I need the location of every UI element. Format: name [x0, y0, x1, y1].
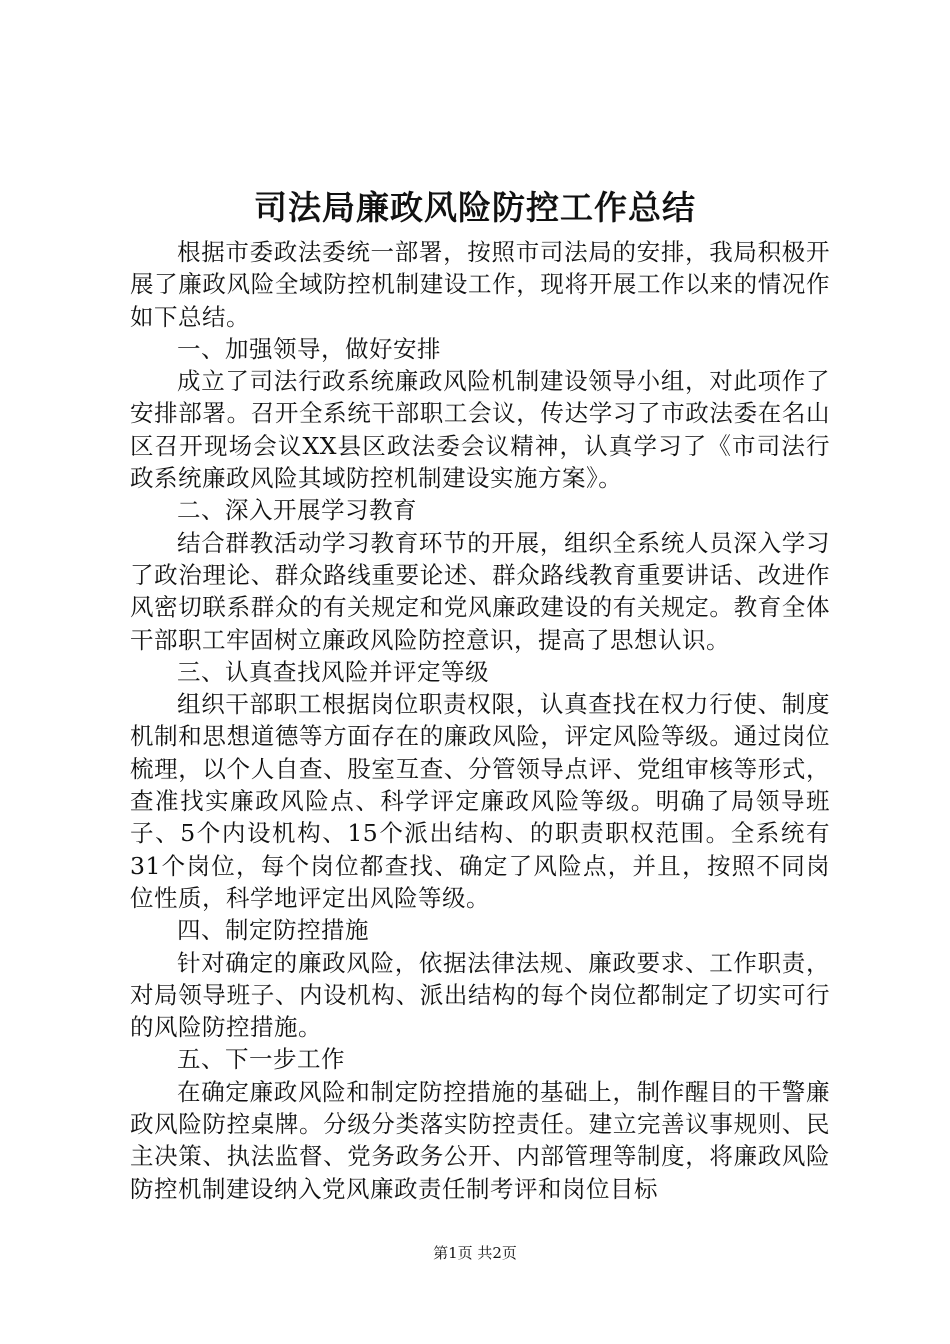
- section-paragraph-3: 组织干部职工根据岗位职责权限，认真查找在权力行使、制度机制和思想道德等方面存在的廉政风险，评定风险等级。通过岗位梳理，以个人自查、股室互查、分管领导点评、党组审核等形式，查准找实廉政风险点、科学评定廉政风险等级。明确了局领导班子、5个内设机构、15个派出结构、的职责职权范围。全系统有31个岗位，每个岗位都查找、确定了风险点，并且，按照不同岗位性质，科学地评定出风险等级。: [130, 690, 830, 912]
- section-heading-3: 三、认真查找风险并评定等级: [177, 657, 489, 686]
- document-body: [130, 236, 830, 1205]
- section-paragraph-5: 在确定廉政风险和制定防控措施的基础上，制作醒目的干警廉政风险防控桌牌。分级分类落实防控责任。建立完善议事规则、民主决策、执法监督、党务政务公开、内部管理等制度，将廉政风险防控机制建设纳入党风廉政责任制考评和岗位目标: [130, 1077, 830, 1203]
- page-number-footer: 第1页 共2页: [433, 1244, 517, 1262]
- section-heading-1: 一、加强领导，做好安排: [177, 334, 441, 363]
- intro-paragraph: 根据市委政法委统一部署，按照市司法局的安排，我局积极开展了廉政风险全域防控机制建设工作，现将开展工作以来的情况作如下总结。: [130, 238, 830, 331]
- section-paragraph-4: 针对确定的廉政风险，依据法律法规、廉政要求、工作职责，对局领导班子、内设机构、派出结构的每个岗位都制定了切实可行的风险防控措施。: [130, 948, 830, 1042]
- section-heading-5: 五、下一步工作: [177, 1045, 345, 1074]
- section-heading-2: 二、深入开展学习教育: [177, 496, 417, 525]
- section-heading-4: 四、制定防控措施: [177, 916, 369, 945]
- section-paragraph-1: 成立了司法行政系统廉政风险机制建设领导小组，对此项作了安排部署。召开全系统干部职工会议，传达学习了市政法委在名山区召开现场会议XX县区政法委会议精神，认真学习了《市司法行政系统廉政风险其域防控机制建设实施方案》。: [130, 367, 830, 493]
- document-title: 司法局廉政风险防控工作总结: [254, 188, 696, 227]
- section-paragraph-2: 结合群教活动学习教育环节的开展，组织全系统人员深入学习了政治理论、群众路线重要论述、群众路线教育重要讲话、改进作风密切联系群众的有关规定和党风廉政建设的有关规定。教育全体干部职工牢固树立廉政风险防控意识，提高了思想认识。: [130, 528, 830, 654]
